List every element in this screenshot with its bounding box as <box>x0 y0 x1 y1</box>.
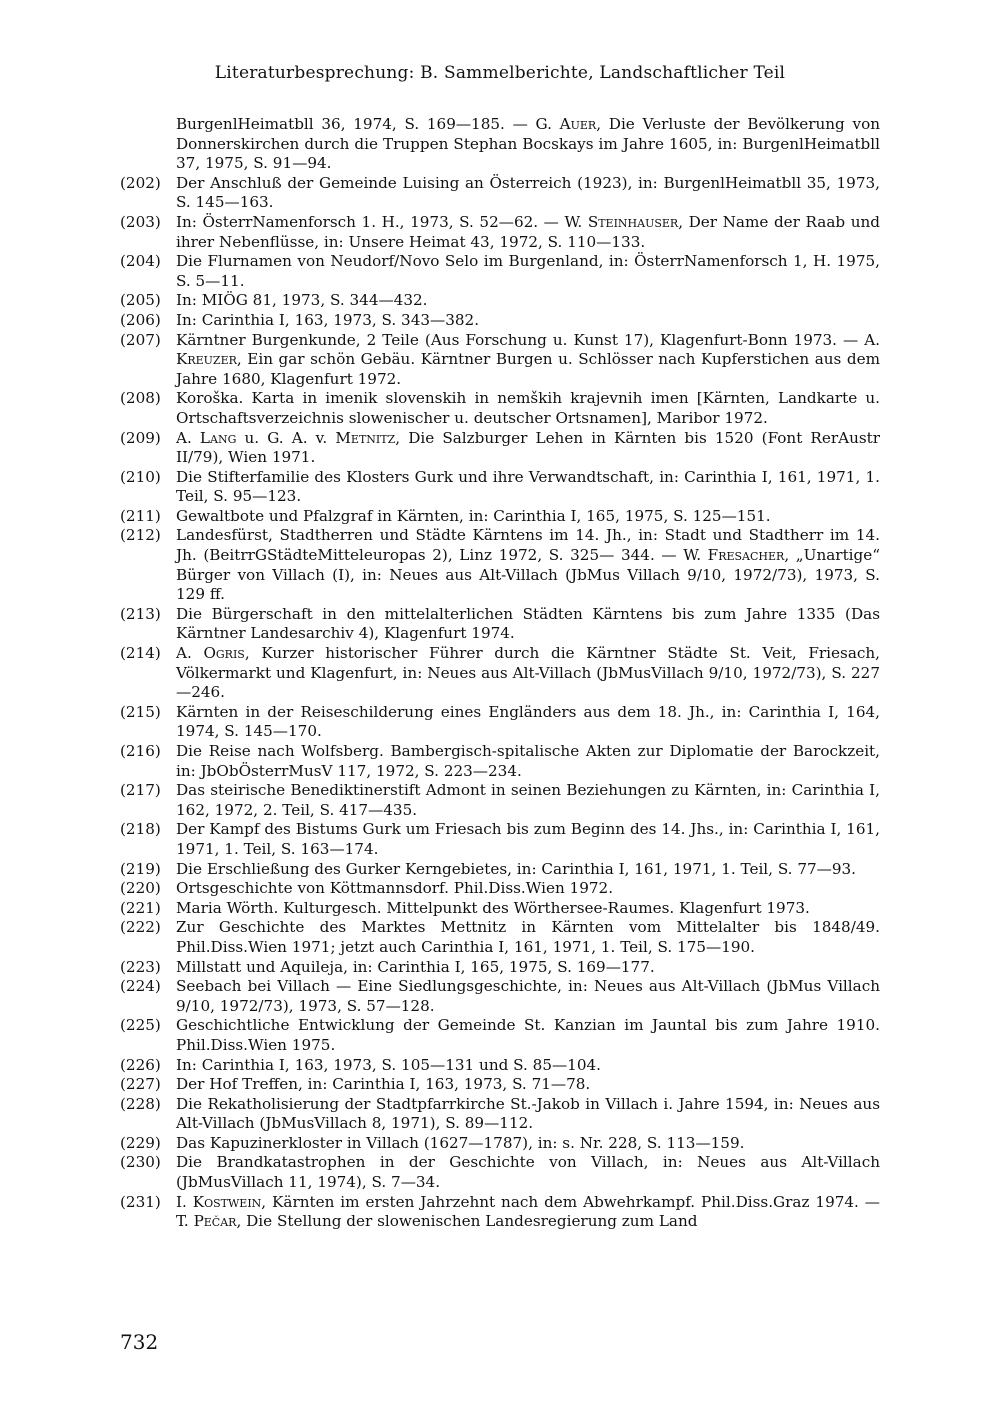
entry-205 <box>120 291 880 311</box>
entry-228 <box>120 1095 880 1134</box>
entry-text: Ortsgeschichte von Köttmannsdorf. Phil.Diss.Wien 1972. <box>176 879 614 898</box>
entry-number: (220) <box>120 879 161 898</box>
entry-text: Geschichtliche Entwicklung der Gemeinde St. Kanzian im Jauntal bis zum Jahre 1910. Phil.Diss.Wien 1975. <box>176 1016 880 1054</box>
entry-217 <box>120 781 880 820</box>
entry-text: Die Reise nach Wolfsberg. Bambergisch-spitalische Akten zur Diplomatie der Barockzeit, in: JbObÖsterrMusV 117, 1972, S. 223—234. <box>176 742 880 780</box>
entry-222 <box>120 918 880 957</box>
entry-230 <box>120 1153 880 1192</box>
bibliography-list <box>120 115 880 1232</box>
entry-215 <box>120 703 880 742</box>
entry-number: (211) <box>120 506 161 525</box>
entry-number: (226) <box>120 1055 161 1074</box>
entry-209: (209) A. Lang u. G. A. v. Metnitz, Die Salzburger Lehen in Kärnten bis 1520 (Font RerAustr II/79), Wien 1971. <box>120 428 881 467</box>
entry-number: (207) <box>120 330 161 349</box>
entry-number: (219) <box>120 859 161 878</box>
entry-number: (225) <box>120 1016 161 1035</box>
entry-number: (223) <box>120 957 161 976</box>
entry-text: Die Stifterfamilie des Klosters Gurk und ihre Verwandtschaft, in: Carinthia I, 161, 1971, 1. Teil, S. 95—123. <box>176 467 880 506</box>
entry-text: In: MIÖG 81, 1973, S. 344—432. <box>176 291 428 310</box>
entry-202 <box>120 174 880 213</box>
entry-number: (208) <box>120 389 161 408</box>
entry-text: Die Rekatholisierung der Stadtpfarrkirche St.-Jakob in Villach i. Jahre 1594, in: Neues aus Alt-Villach (JbMusVillach 8, 1971), S. 89—112. <box>176 1094 880 1133</box>
entry-203: (203) In: ÖsterrNamenforsch 1. H., 1973, S. 52—62. — W. Steinhauser, Der Name der Raab und ihrer Nebenflüsse, in: Unsere Heimat 43, 1972, S. 110—133. <box>120 212 880 251</box>
entry-text: Die Flurnamen von Neudorf/Novo Selo im Burgenland, in: ÖsterrNamenforsch 1, H. 1975, S. 5—11. <box>176 252 880 290</box>
entry-224 <box>120 977 880 1016</box>
entry-number: (210) <box>120 467 161 486</box>
author-name: Kostwein <box>192 1192 262 1211</box>
entry-text: Der Anschluß der Gemeinde Luising an Österreich (1923), in: BurgenlHeimatbll 35, 1973, S. 145—163. <box>176 173 880 212</box>
entry-number: (231) <box>120 1192 161 1211</box>
entry-text: Das Kapuzinerkloster in Villach (1627—1787), in: s. Nr. 228, S. 113—159. <box>176 1133 745 1152</box>
entry-number: (224) <box>120 977 161 996</box>
entry-number: (209) <box>120 428 161 447</box>
entry-number: (222) <box>120 918 161 937</box>
entry-227 <box>120 1075 880 1095</box>
entry-number: (218) <box>120 820 161 839</box>
entry-number: (230) <box>120 1153 161 1172</box>
author-name: Fresacher <box>707 546 785 565</box>
entry-number: (213) <box>120 604 161 623</box>
entry-number: (215) <box>120 702 161 721</box>
entry-text: Der Hof Treffen, in: Carinthia I, 163, 1973, S. 71—78. <box>176 1075 591 1094</box>
entry-text: Maria Wörth. Kulturgesch. Mittelpunkt des Wörthersee-Raumes. Klagenfurt 1973. <box>176 898 810 917</box>
author-name: Metnitz <box>335 428 396 447</box>
entry-text: In: Carinthia I, 163, 1973, S. 343—382. <box>176 310 480 329</box>
entry-number: (216) <box>120 742 161 760</box>
entry-text: Die Brandkatastrophen in der Geschichte von Villach, in: Neues aus Alt-Villach (JbMusVillach 11, 1974), S. 7—34. <box>176 1153 880 1192</box>
entry-text: Die Bürgerschaft in den mittelalterlichen Städten Kärntens bis zum Jahre 1335 (Das Kärntner Landesarchiv 4), Klagenfurt 1974. <box>176 604 880 643</box>
entry-231: (231) I. Kostwein, Kärnten im ersten Jahrzehnt nach dem Abwehrkampf. Phil.Diss.Graz 1974. — T. Pečar, Die Stellung der slowenischen Landesregierung zum Land <box>120 1192 880 1231</box>
continued-entry: BurgenlHeimatbll 36, 1974, S. 169—185. — G. Auer, Die Verluste der Bevölkerung von Donnerskirchen durch die Truppen Stephan Bocskays im Jahre 1605, in: BurgenlHeimatbll 37, 1975, S. 91—94. <box>176 115 880 173</box>
entry-213 <box>120 605 880 644</box>
entry-210 <box>120 468 880 507</box>
entry-216 <box>120 742 880 781</box>
entry-226 <box>120 1056 880 1076</box>
entry-219 <box>120 860 880 880</box>
entry-208 <box>120 389 880 428</box>
page-number: 732 <box>120 1330 159 1354</box>
author-name: Lang <box>199 428 237 447</box>
author-name: Steinhauser <box>587 212 679 231</box>
entry-text: Das steirische Benediktinerstift Admont in seinen Beziehungen zu Kärnten, in: Carinthia I, 162, 1972, 2. Teil, S. 417—435. <box>176 781 880 819</box>
entry-204 <box>120 252 880 291</box>
entry-number: (221) <box>120 898 161 917</box>
entry-212: (212) Landesfürst, Stadtherren und Städte Kärntens im 14. Jh., in: Stadt und Stadtherr im 14. Jh. (BeitrrGStädteMitteleuropas 2), Linz 1972, S. 325— 344. — W. Fresacher, „Unartige“ Bürger von Villach (I), in: Neues aus Alt-Villach (JbMus Villach 9/10, 1972/73), 1973, S. 129 ff. <box>120 526 880 604</box>
entry-number: (217) <box>120 781 161 800</box>
author-name: Ogris <box>203 644 245 663</box>
author-name: Pečar <box>193 1212 237 1231</box>
entry-number: (214) <box>120 644 161 663</box>
entry-number: (206) <box>120 310 161 329</box>
entry-text: Koroška. Karta in imenik slovenskih in nemških krajevnih imen [Kärnten, Landkarte u. Ortschaftsverzeichnis slowenischer u. deutscher Ortsnamen], Maribor 1972. <box>176 389 880 427</box>
entry-number: (203) <box>120 212 161 231</box>
entry-text: In: Carinthia I, 163, 1973, S. 105—131 und S. 85—104. <box>176 1055 601 1074</box>
author-name: Kreuzer <box>176 350 237 369</box>
entry-number: (212) <box>120 526 161 545</box>
entry-text: Die Erschließung des Gurker Kerngebietes, in: Carinthia I, 161, 1971, 1. Teil, S. 77—93. <box>176 859 857 878</box>
entry-text: Gewaltbote und Pfalzgraf in Kärnten, in: Carinthia I, 165, 1975, S. 125—151. <box>176 506 771 525</box>
entry-number: (202) <box>120 173 161 192</box>
author-name: Auer <box>559 115 597 133</box>
entry-number: (228) <box>120 1094 161 1113</box>
entry-218 <box>120 820 880 859</box>
entry-number: (229) <box>120 1133 161 1152</box>
entry-text: Der Kampf des Bistums Gurk um Friesach bis zum Beginn des 14. Jhs., in: Carinthia I, 161, 1971, 1. Teil, S. 163—174. <box>176 820 880 858</box>
entry-number: (204) <box>120 252 161 271</box>
entry-text: Seebach bei Villach — Eine Siedlungsgeschichte, in: Neues aus Alt-Villach (JbMus Villach 9/10, 1972/73), 1973, S. 57—128. <box>176 977 880 1015</box>
entry-207: (207) Kärntner Burgenkunde, 2 Teile (Aus Forschung u. Kunst 17), Klagenfurt-Bonn 1973. — A. Kreuzer, Ein gar schön Gebäu. Kärntner Burgen u. Schlösser nach Kupferstichen aus dem Jahre 1680, Klagenfurt 1972. <box>120 330 880 388</box>
entry-214: (214) A. Ogris, Kurzer historischer Führer durch die Kärntner Städte St. Veit, Friesach, Völkermarkt und Klagenfurt, in: Neues aus Alt-Villach (JbMusVillach 9/10, 1972/73), S. 227—246. <box>120 644 880 702</box>
entry-220 <box>120 879 880 899</box>
entry-223 <box>120 958 880 978</box>
running-header: Literaturbesprechung: B. Sammelberichte, Landschaftlicher Teil <box>214 63 786 83</box>
entry-text: Zur Geschichte des Marktes Mettnitz in Kärnten vom Mittelalter bis 1848/49. Phil.Diss.Wien 1971; jetzt auch Carinthia I, 161, 1971, 1. Teil, S. 175—190. <box>176 918 880 956</box>
entry-225 <box>120 1016 880 1055</box>
entry-number: (205) <box>120 291 161 310</box>
entry-211 <box>120 507 880 527</box>
entry-206 <box>120 311 880 331</box>
entry-text: Millstatt und Aquileja, in: Carinthia I, 165, 1975, S. 169—177. <box>176 957 655 976</box>
entry-text: Kärnten in der Reiseschilderung eines Engländers aus dem 18. Jh., in: Carinthia I, 164, 1974, S. 145—170. <box>176 702 880 741</box>
entry-229 <box>120 1134 880 1154</box>
entry-221 <box>120 899 880 919</box>
entry-number: (227) <box>120 1075 161 1094</box>
